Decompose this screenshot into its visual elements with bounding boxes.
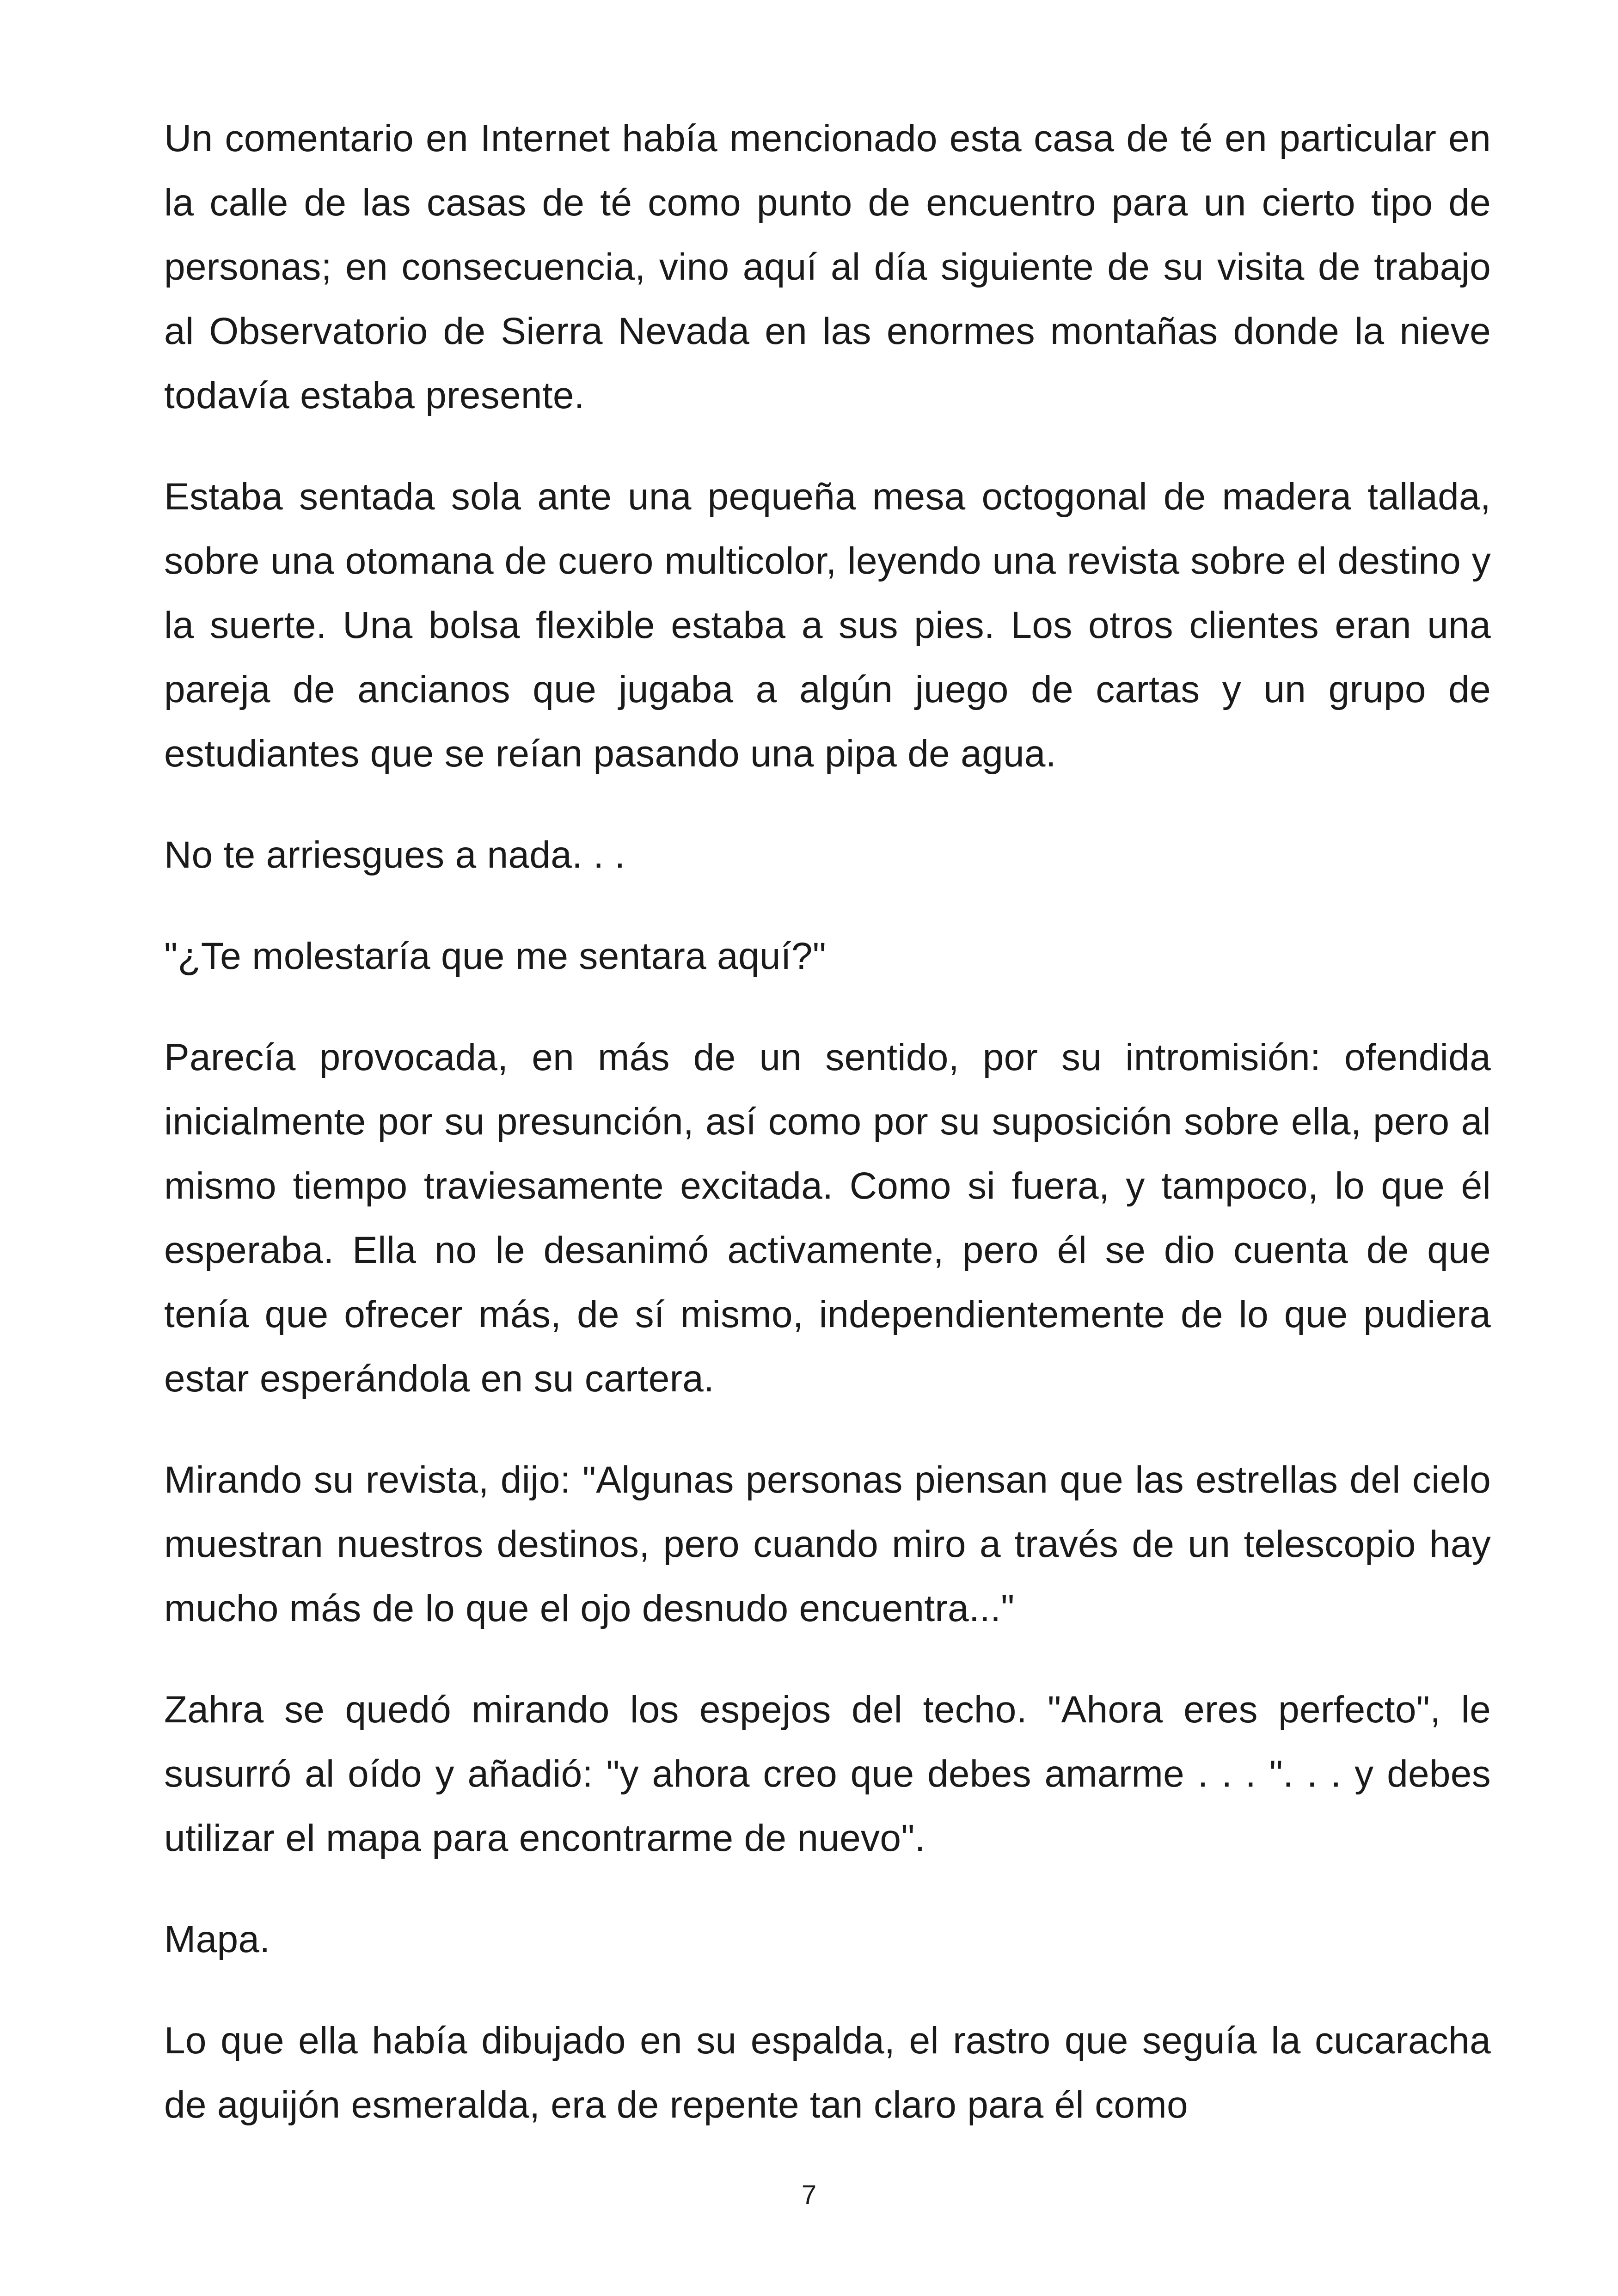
paragraph-9: Lo que ella había dibujado en su espalda, el rastro que seguía la cucaracha de aguijón esmeralda, era de repente tan claro para él como: [164, 2020, 1491, 2126]
paragraph-5: Parecía provocada, en más de un sentido, por su intromisión: ofendida inicialmente por su presunción, así como por su suposición sobre ella, pero al mismo tiempo traviesamente excitada. Como si fuera, y tampoco, lo que él esperaba. Ella no le desanimó activamente, pero él se dio cuenta de que tenía que ofrecer más, de sí mismo, independientemente de lo que pudiera estar esperándola en su cartera.: [164, 1036, 1491, 1400]
paragraph-3: No te arriesgues a nada. . .: [164, 834, 625, 876]
paragraph-8: Mapa.: [164, 1918, 270, 1960]
paragraph-4: "¿Te molestaría que me sentara aquí?": [164, 935, 827, 977]
body-text: [164, 106, 1491, 2174]
paragraph-6: Mirando su revista, dijo: "Algunas personas piensan que las estrellas del cielo muestran nuestros destinos, pero cuando miro a través de un telescopio hay mucho más de lo que el ojo desnudo encuentra...": [164, 1459, 1491, 1629]
paragraph-2: Estaba sentada sola ante una pequeña mesa octogonal de madera tallada, sobre una otomana de cuero multicolor, leyendo una revista sobre el destino y la suerte. Una bolsa flexible estaba a sus pies. Los otros clientes eran una pareja de ancianos que jugaba a algún juego de cartas y un grupo de estudiantes que se reían pasando una pipa de agua.: [164, 476, 1491, 775]
page-number: 7: [801, 2180, 817, 2210]
paragraph-7: Zahra se quedó mirando los espejos del techo. "Ahora eres perfecto", le susurró al oído y añadió: "y ahora creo que debes amarme . . . ". . . y debes utilizar el mapa para encontrarme de nuevo".: [164, 1689, 1491, 1859]
paragraph-1: Un comentario en Internet había mencionado esta casa de té en particular en la calle de las casas de té como punto de encuentro para un cierto tipo de personas; en consecuencia, vino aquí al día siguiente de su visita de trabajo al Observatorio de Sierra Nevada en las enormes montañas donde la nieve todavía estaba presente.: [164, 117, 1491, 416]
